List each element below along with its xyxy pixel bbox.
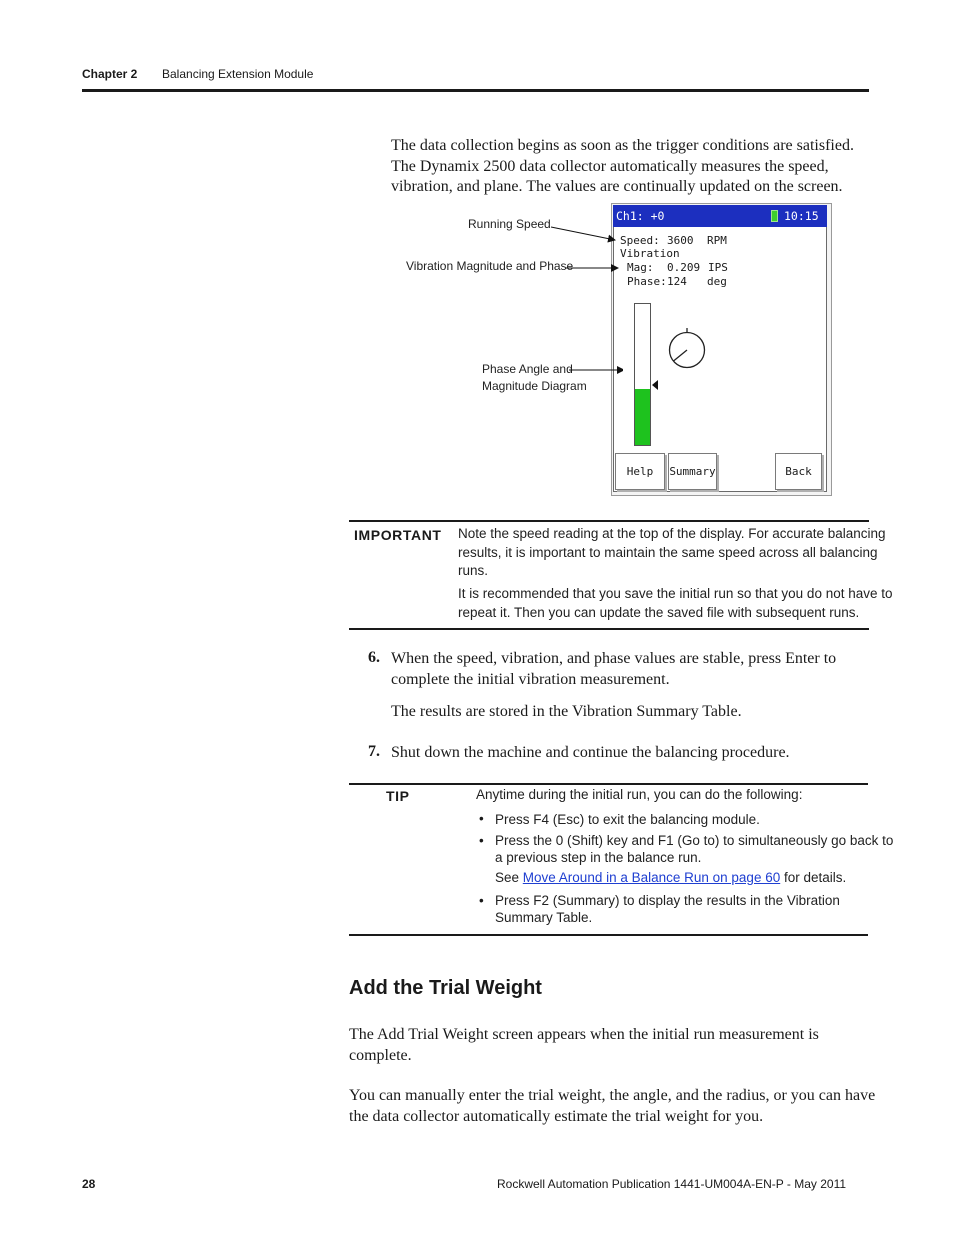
intro-line: The data collection begins as soon as the trigger conditions are satisfied.	[391, 137, 854, 154]
speed-value: 3600	[667, 234, 694, 247]
important-top-rule	[349, 520, 869, 522]
phase-value: 124	[667, 275, 687, 288]
section-line: You can manually enter the trial weight, the angle, and the radius, or you can have	[349, 1087, 876, 1104]
step-6-result: The results are stored in the Vibration Summary Table.	[391, 703, 742, 720]
important-line: results, it is important to maintain the same speed across all balancing	[458, 544, 878, 560]
section-para-1	[349, 1025, 819, 1066]
tip-line: Press the 0 (Shift) key and F1 (Go to) to simultaneously go back to	[495, 833, 894, 848]
tip-bullet-2	[495, 833, 893, 866]
important-label: IMPORTANT	[354, 527, 442, 543]
mag-label: Mag:	[627, 261, 654, 274]
section-para-2	[349, 1086, 875, 1127]
callout-running-speed: Running Speed	[468, 217, 551, 231]
see-suffix: for details.	[780, 870, 847, 885]
tip-line: Press F2 (Summary) to display the results in the Vibration	[495, 893, 840, 908]
intro-line: The Dynamix 2500 data collector automatically measures the speed,	[391, 157, 829, 175]
page-number: 28	[82, 1177, 96, 1191]
vibration-label: Vibration	[620, 247, 680, 260]
header-rule	[82, 89, 869, 92]
important-line: It is recommended that you save the initial run so that you do not have to	[458, 586, 893, 601]
device-time: 10:15	[784, 209, 819, 223]
see-prefix: See	[495, 870, 523, 885]
publication-info: Rockwell Automation Publication 1441-UM004A-EN-P - May 2011	[497, 1177, 847, 1191]
bullet-icon: •	[479, 893, 484, 908]
important-para1	[458, 525, 886, 581]
summary-button[interactable]: Summary	[668, 453, 717, 490]
phase-unit: deg	[707, 275, 727, 288]
chapter-title: Balancing Extension Module	[162, 67, 314, 81]
magnitude-marker-icon	[652, 380, 658, 390]
device-channel-title: Ch1: +0	[616, 209, 665, 223]
step-6-text	[391, 649, 836, 690]
section-heading: Add the Trial Weight	[349, 977, 542, 999]
important-bottom-rule	[349, 628, 869, 630]
important-line: repeat it. Then you can update the saved file with subsequent runs.	[458, 604, 860, 620]
move-around-link[interactable]: Move Around in a Balance Run on page 60	[522, 870, 781, 885]
step-7-text: Shut down the machine and continue the balancing procedure.	[391, 744, 790, 761]
tip-bullet-1: Press F4 (Esc) to exit the balancing module.	[495, 812, 760, 827]
magnitude-bar-fill	[635, 389, 650, 445]
step-line: When the speed, vibration, and phase values are stable, press Enter to	[391, 650, 837, 667]
phase-dial-icon	[666, 326, 708, 370]
mag-value: 0.209	[667, 261, 701, 274]
bullet-icon: •	[479, 811, 484, 826]
tip-label: TIP	[386, 788, 410, 804]
step-line: complete the initial vibration measurement.	[391, 670, 670, 688]
tip-line: a previous step in the balance run.	[495, 849, 702, 865]
important-line: runs.	[458, 563, 489, 578]
section-line: The Add Trial Weight screen appears when the initial run measurement is	[349, 1026, 819, 1043]
intro-paragraph	[391, 136, 854, 198]
tip-top-rule	[349, 783, 868, 785]
tip-intro: Anytime during the initial run, you can do the following:	[476, 787, 803, 802]
tip-bottom-rule	[349, 934, 868, 936]
callout-line: Phase Angle and	[482, 362, 573, 376]
section-line: the data collector automatically estimate the trial weight for you.	[349, 1107, 764, 1125]
callout-line: Magnitude Diagram	[482, 379, 587, 393]
phase-label: Phase:	[627, 275, 667, 288]
chapter-label: Chapter 2	[82, 67, 138, 81]
speed-label: Speed:	[620, 234, 660, 247]
tip-bullet-3	[495, 893, 840, 926]
bullet-icon: •	[479, 833, 484, 848]
step-7-number: 7.	[368, 743, 380, 760]
important-para2	[458, 585, 893, 622]
step-6-number: 6.	[368, 649, 380, 666]
tip-line: Summary Table.	[495, 909, 593, 925]
help-button[interactable]: Help	[615, 453, 665, 490]
mag-unit: IPS	[708, 261, 728, 274]
battery-icon	[771, 210, 778, 222]
callout-vibration-mag-phase: Vibration Magnitude and Phase	[406, 259, 574, 273]
intro-line: vibration, and plane. The values are continually updated on the screen.	[391, 178, 843, 195]
important-line: Note the speed reading at the top of the display. For accurate balancing	[458, 526, 886, 541]
tip-see-line	[495, 869, 846, 888]
section-line: complete.	[349, 1046, 412, 1064]
speed-unit: RPM	[707, 234, 727, 247]
callout-arrows	[548, 222, 623, 377]
back-button[interactable]: Back	[775, 453, 822, 490]
